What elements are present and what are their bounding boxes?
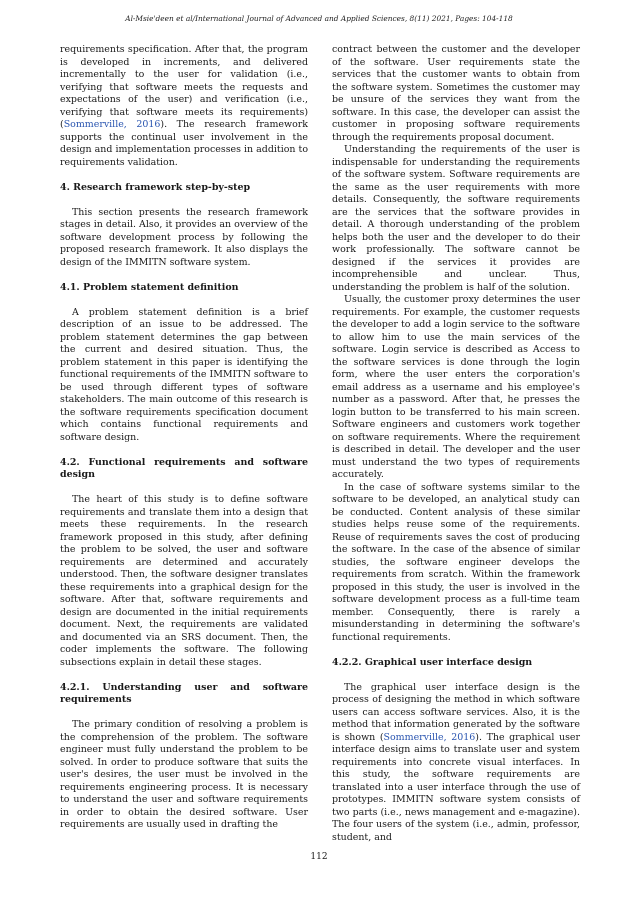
paragraph [60, 44, 308, 169]
paragraph: This section presents the research framework stages in detail. Also, it provides an overview of the software development process by following the proposed research framework. It also displays the design of the IMMITN software system. [60, 206, 308, 268]
section-heading: 4.2.2. Graphical user interface design [332, 656, 533, 668]
paragraph: contract between the customer and the developer of the software. User requirements state the services that the customer wants to obtain from the software system. Sometimes the customer may be unsure of the services they want from the software. In this case, the developer can assist the customer in proposing software requirements through the requirements proposal document. [332, 44, 580, 143]
paragraph: A problem statement definition is a brief description of an issue to be addressed. The problem statement determines the gap between the current and desired situation. Thus, the problem statement in this paper is identifying the functional requirements of the IMMITN software to be used through different types of software stakeholders. The main outcome of this research is the software requirements specification document which contains functional requirements and software design. [60, 306, 308, 443]
paragraph: Understanding the requirements of the user is indispensable for understanding the requirements of the software system. Software requirements are the same as the user requirements with more details. Consequently, the software requirements are the services that the software provides in detail. A thorough understanding of the problem helps both the user and the developer to do their work professionally. The software cannot be designed if the services it provides are incomprehensible and unclear. Thus, understanding the problem is half of the solution. [332, 144, 580, 293]
paragraph: Usually, the customer proxy determines the user requirements. For example, the customer requests the developer to add a login service to the software to allow him to use the main services of the software. Login service is described as Access to the software services is done through the login form, where the user enters the corporation's email address as a username and his employee's number as a password. After that, he presses the login button to be transferred to his main screen. Software engineers and customers work together on software requirements. Where the requirement is described in detail. The developer and the user must understand the two types of requirements accurately. [332, 294, 580, 480]
section-heading: 4.2.1. Understanding user and software requirements [60, 681, 308, 705]
section-heading: 4.1. Problem statement definition [60, 281, 239, 293]
text: The graphical user interface design is the process of designing the method in which software users can access software services. Also, it is the method that information generated by the software is shown ( [332, 681, 580, 743]
text: ). The research framework supports the continual user involvement in the design and implementation processes in addition to requirements validation. [60, 119, 308, 168]
citation-link[interactable]: Sommerville, 2016 [63, 119, 161, 130]
text: ). The graphical user interface design aims to translate user and system requirements into concrete visual interfaces. In this study, the software requirements are translated into a user interface through the use of prototypes. IMMITN software system consists of two parts (i.e., news management and e-magazine). The four users of the system (i.e., admin, professor, student, and [332, 731, 581, 843]
paragraph: The primary condition of resolving a problem is the comprehension of the problem. The software engineer must fully understand the problem to be solved. In order to produce software that suits the user's desires, the user must be involved in the requirements engineering process. It is necessary to understand the user and software requirements in order to obtain the desired software. User requirements are usually used in drafting the [60, 719, 308, 830]
section-heading: 4.2. Functional requirements and software design [60, 456, 308, 480]
citation-link[interactable]: Sommerville, 2016 [383, 731, 476, 743]
running-header: Al-Msie'deen et al/International Journal of Advanced and Applied Sciences, 8(11) 2021, Pages: 104-118 [125, 14, 513, 23]
paragraph: The heart of this study is to define software requirements and translate them into a design that meets these requirements. In the research framework proposed in this study, after defining the problem to be solved, the user and software requirements are determined and accurately understood. Then, the software designer translates these requirements into a graphical design for the software. After that, software requirements and design are documented in the initial requirements document. Next, the requirements are validated and documented via an SRS document. Then, the coder implements the software. The following subsections explain in detail these stages. [60, 494, 308, 668]
text: requirements specification. After that, the program is developed in increments, and delivered incrementally to the user for validation (i.e., verifying that software meets the requests and expectations of the user) and verification (i.e., verifying that software meets its requirements) ( [60, 44, 308, 130]
paragraph [332, 682, 580, 845]
section-heading: 4. Research framework step-by-step [60, 181, 251, 193]
left-column [60, 44, 308, 832]
right-column [332, 44, 580, 844]
paragraph: In the case of software systems similar to the software to be developed, an analytical study can be conducted. Content analysis of these similar studies helps reuse some of the requirements. Reuse of requirements saves the cost of producing the software. In the case of the absence of similar studies, the software engineer develops the requirements from scratch. Within the framework proposed in this study, the user is involved in the software development process as a full-time team member. Consequently, there is rarely a misunderstanding in determining the software's functional requirements. [332, 481, 580, 643]
page-number: 112 [310, 852, 328, 862]
